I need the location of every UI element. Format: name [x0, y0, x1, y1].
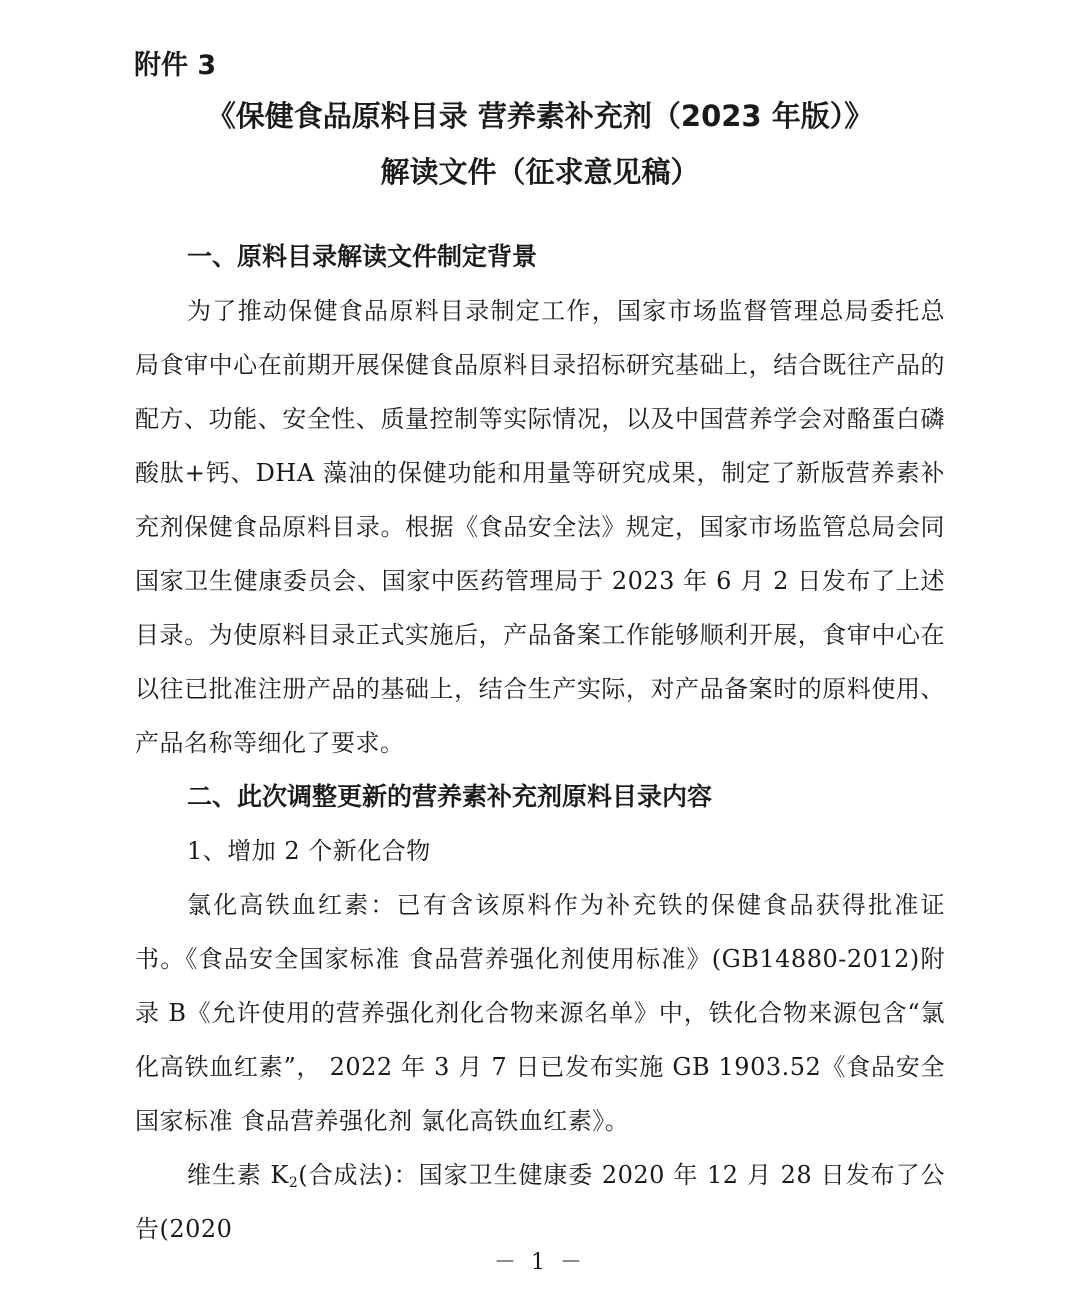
document-title: 《保健食品原料目录 营养素补充剂（2023 年版）》	[206, 99, 874, 133]
document-body	[135, 230, 945, 1256]
section-2-paragraph-1: 氯化高铁血红素：已有含该原料作为补充铁的保健食品获得批准证书。《食品安全国家标准 食品营养强化剂使用标准》(GB14880-2012)附录 B《允许使用的营养强化剂化合物来源名单》中，铁化合物来源包含“氯化高铁血红素”， 2022 年 3 月 7 日已发布实施 GB 1903.52《食品安全国家标准 食品营养强化剂 氯化高铁血红素》。	[135, 891, 945, 1135]
section-2-subheading: 1、增加 2 个新化合物	[187, 837, 431, 865]
document-subtitle: 解读文件（征求意见稿）	[380, 155, 700, 189]
vitamin-k-continuation: (合成法)：国家卫生健康委 2020 年 12 月 28 日发布了公告(2020	[135, 1161, 946, 1243]
section-1-heading: 一、原料目录解读文件制定背景	[187, 242, 538, 271]
attachment-label: 附件 3	[134, 50, 217, 81]
section-2-paragraph-2	[135, 1148, 945, 1256]
section-2-heading: 二、此次调整更新的营养素补充剂原料目录内容	[187, 782, 713, 811]
page-number: － 1 －	[494, 1250, 586, 1275]
vitamin-k-subscript: 2	[288, 1175, 299, 1191]
vitamin-k-text: 维生素 K	[187, 1161, 289, 1189]
section-1-paragraph: 为了推动保健食品原料目录制定工作，国家市场监督管理总局委托总局食审中心在前期开展保健食品原料目录招标研究基础上，结合既往产品的配方、功能、安全性、质量控制等实际情况，以及中国营养学会对酪蛋白磷酸肽+钙、DHA 藻油的保健功能和用量等研究成果，制定了新版营养素补充剂保健食品原料目录。根据《食品安全法》规定，国家市场监管总局会同国家卫生健康委员会、国家中医药管理局于 2023 年 6 月 2 日发布了上述目录。为使原料目录正式实施后，产品备案工作能够顺利开展，食审中心在以往已批准注册产品的基础上，结合生产实际，对产品备案时的原料使用、产品名称等细化了要求。	[135, 297, 945, 757]
